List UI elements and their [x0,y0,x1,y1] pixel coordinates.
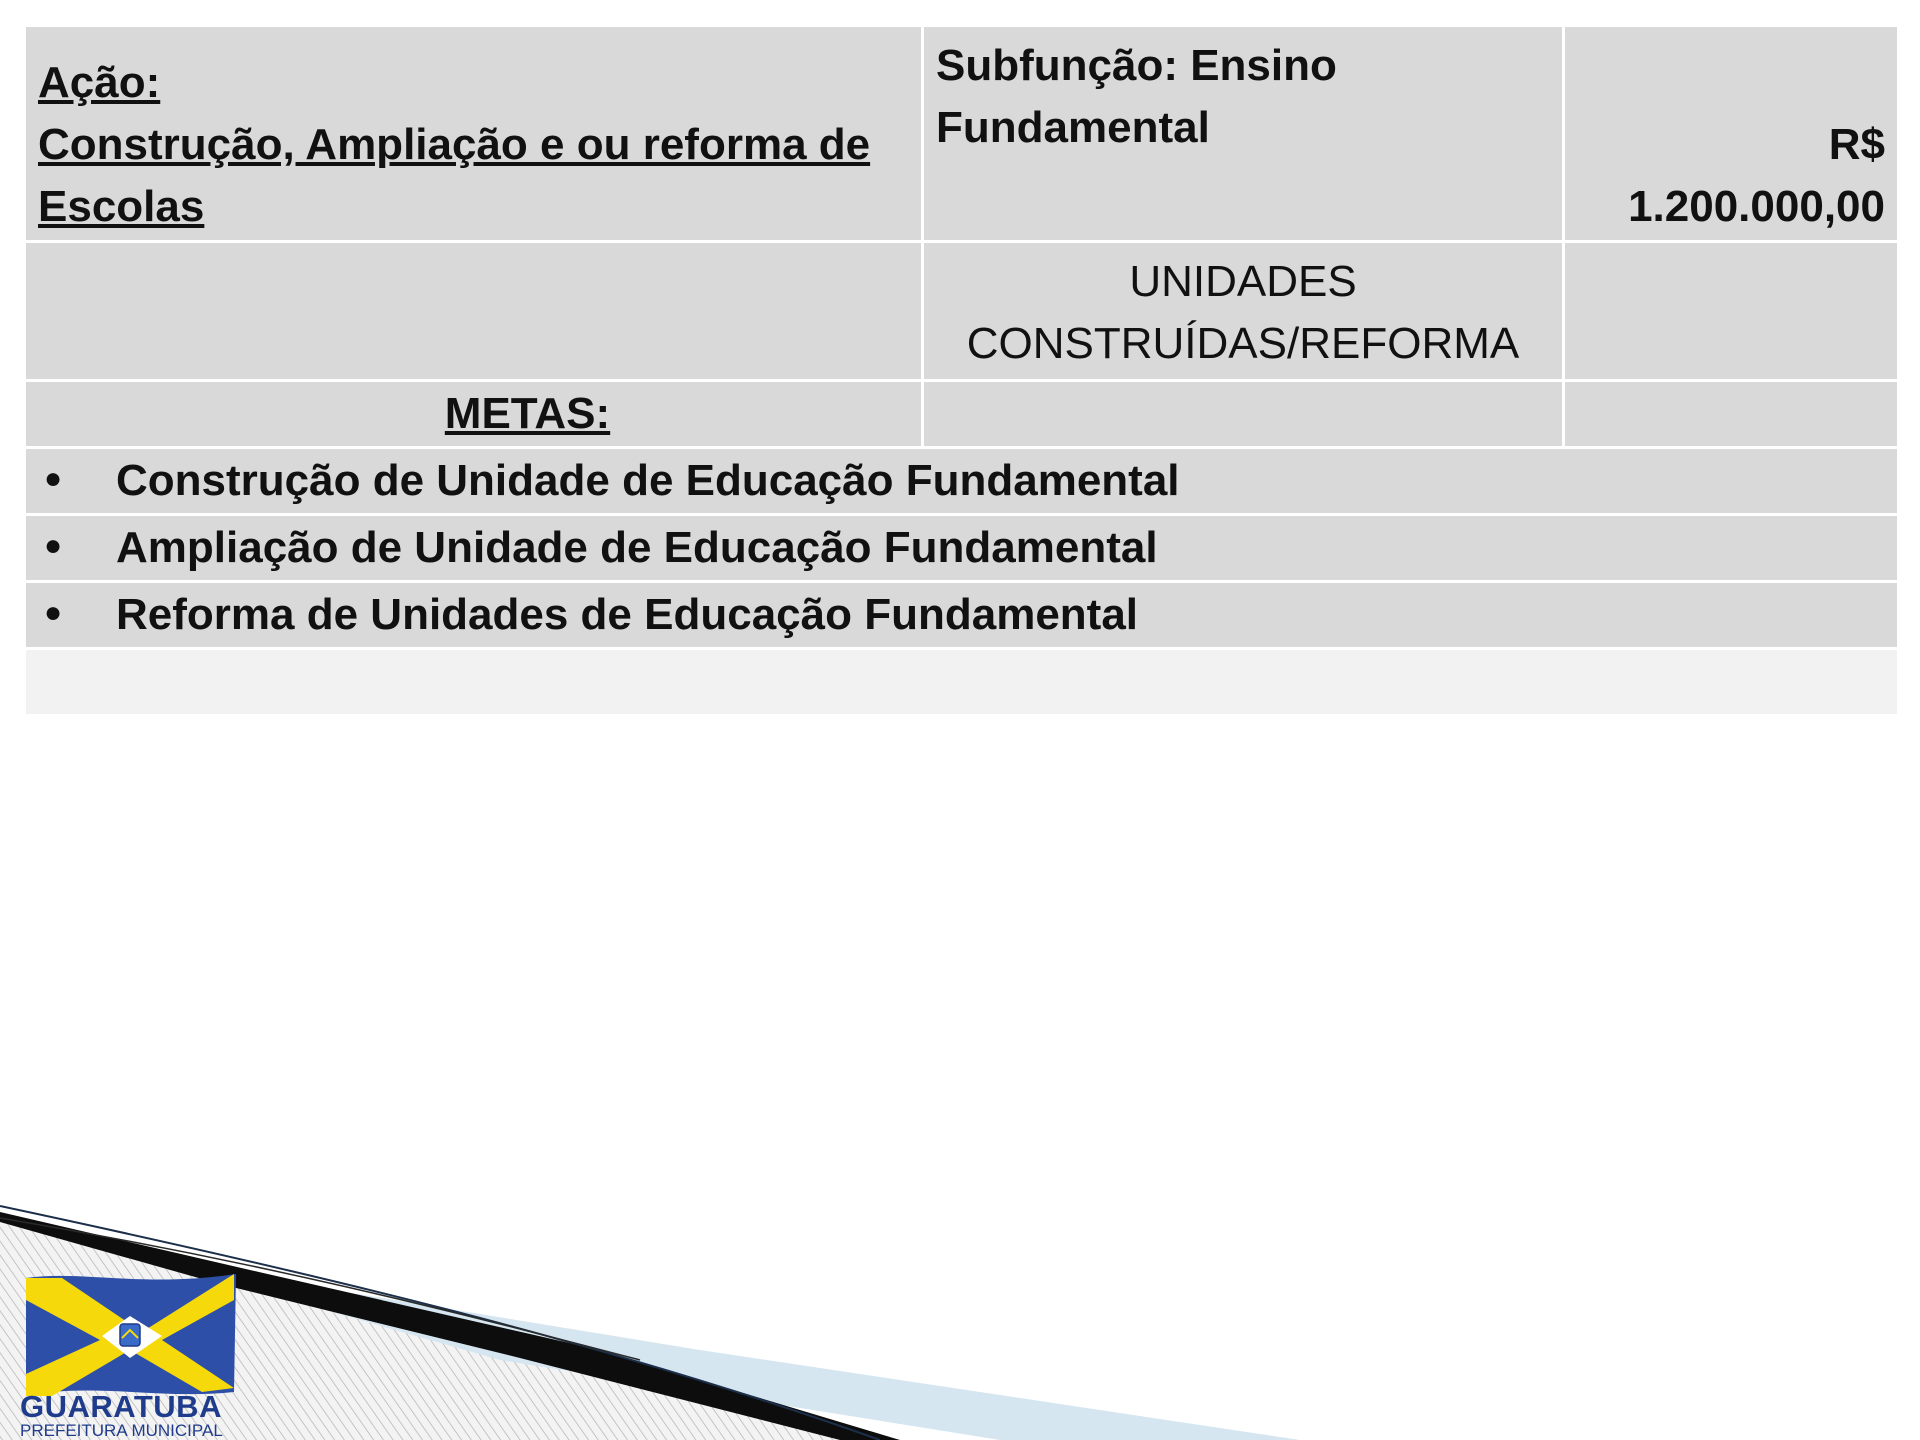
empty-cell [923,381,1564,448]
valor-currency: R$ [1828,120,1885,169]
goal-item [25,582,1899,649]
table-row [25,381,1899,448]
goal-text: Reforma de Unidades de Educação Fundamental [116,590,1139,639]
valor-amount: 1.200.000,00 [1628,182,1885,231]
goal-item [25,515,1899,582]
acao-label: Ação: [38,58,161,107]
subfuncao-cell [923,26,1564,242]
goal-text: Construção de Unidade de Educação Fundamental [116,456,1180,505]
subfuncao-text: Subfunção: Ensino Fundamental [936,41,1337,152]
acao-cell [25,26,923,242]
table-row [25,582,1899,649]
empty-cell [1564,381,1899,448]
metas-label: METAS: [444,389,611,438]
table-row [25,26,1899,242]
acao-text: Construção, Ampliação e ou reforma de Escolas [38,120,871,231]
bullet-icon: ● [44,462,63,496]
goal-text: Ampliação de Unidade de Educação Fundamental [116,523,1158,572]
logo-subtitle: PREFEITURA MUNICIPAL [20,1421,223,1440]
table-row [25,649,1899,716]
table-row [25,448,1899,515]
goal-item [25,448,1899,515]
table-row [25,515,1899,582]
guaratuba-logo [20,1270,242,1440]
metas-cell [25,381,923,448]
table-row [25,242,1899,381]
flag-emblem-icon [22,1270,240,1402]
empty-row-cell [25,649,1899,716]
logo-name: GUARATUBA [20,1389,222,1424]
units-label: UNIDADES CONSTRUÍDAS/REFORMA [966,257,1520,368]
bullet-icon: ● [44,596,63,630]
budget-table [23,24,1900,717]
footer-decoration [0,1200,1920,1440]
empty-cell [1564,242,1899,381]
units-cell [923,242,1564,381]
valor-cell [1564,26,1899,242]
bullet-icon: ● [44,529,63,563]
empty-cell [25,242,923,381]
